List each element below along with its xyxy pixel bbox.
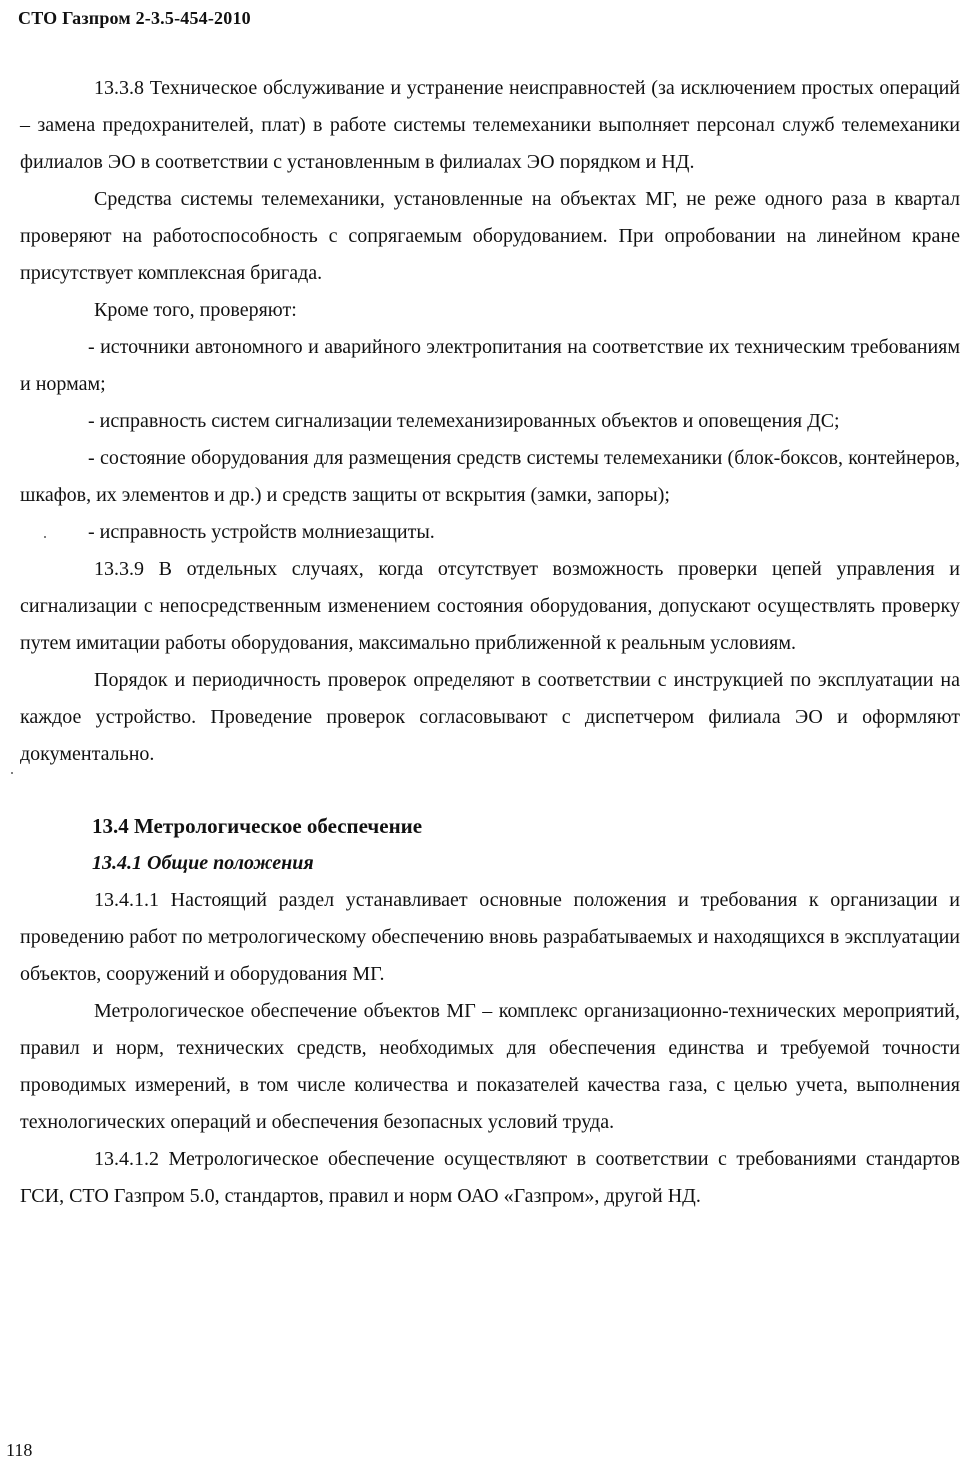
list-item-power-sources: - источники автономного и аварийного электропитания на соответствие их техническим требованиям и нормам; [20, 336, 960, 395]
paragraph-13-4-1-2: 13.4.1.2 Метрологическое обеспечение осуществляют в соответствии с требованиями стандартов ГСИ, СТО Газпром 5.0, стандартов, правил и норм ОАО «Газпром», другой НД. [20, 1148, 960, 1207]
list-item-signalling: - исправность систем сигнализации телемеханизированных объектов и оповещения ДС; [88, 410, 840, 432]
section-spacer [20, 773, 960, 808]
paragraph-telemechanics-check: Средства системы телемеханики, установленные на объектах МГ, не реже одного раза в квартал проверяют на работоспособность с сопрягаемым оборудованием. При опробовании на линейном кране присутствует комплексная бригада. [20, 188, 960, 284]
paragraph-check-procedure: Порядок и периодичность проверок определяют в соответствии с инструкцией по эксплуатации на каждое устройство. Проведение проверок согласовывают с диспетчером филиала ЭО и оформляют документально. [20, 669, 960, 765]
page-number: 118 [6, 1440, 33, 1460]
document-body [20, 70, 960, 1215]
scan-speck [11, 772, 13, 774]
paragraph-also-check: Кроме того, проверяют: [94, 299, 297, 321]
scan-speck [44, 536, 46, 538]
document-header: СТО Газпром 2-3.5-454-2010 [18, 8, 251, 28]
list-item-lightning-protection: - исправность устройств молниезащиты. [88, 521, 435, 543]
list-item-equipment-state: - состояние оборудования для размещения средств системы телемеханики (блок-боксов, контейнеров, шкафов, их элементов и др.) и средств защиты от вскрытия (замки, запоры); [20, 447, 960, 506]
subsection-heading: 13.4.1 Общие положения [92, 852, 314, 874]
paragraph-13-4-1-1: 13.4.1.1 Настоящий раздел устанавливает основные положения и требования к организации и проведению работ по метрологическому обеспечению вновь разрабатываемых и находящихся в эксплуатации объектов, сооружений и оборудования МГ. [20, 889, 960, 985]
section-heading: 13.4 Метрологическое обеспечение [92, 814, 423, 838]
paragraph-13-3-8: 13.3.8 Техническое обслуживание и устранение неисправностей (за исключением простых операций – замена предохранителей, плат) в работе системы телемеханики выполняет персонал служб телемеханики филиалов ЭО в соответствии с установленным в филиалах ЭО порядком и НД. [20, 77, 960, 173]
paragraph-13-3-9: 13.3.9 В отдельных случаях, когда отсутствует возможность проверки цепей управления и сигнализации с непосредственным изменением состояния оборудования, допускают осуществлять проверку путем имитации работы оборудования, максимально приближенной к реальным условиям. [20, 558, 960, 654]
paragraph-metrology-definition: Метрологическое обеспечение объектов МГ – комплекс организационно-технических мероприятий, правил и норм, технических средств, необходимых для обеспечения единства и требуемой точности проводимых измерений, в том числе количества и показателей качества газа, с целью учета, выполнения технологических операций и обеспечения безопасных условий труда. [20, 1000, 960, 1133]
